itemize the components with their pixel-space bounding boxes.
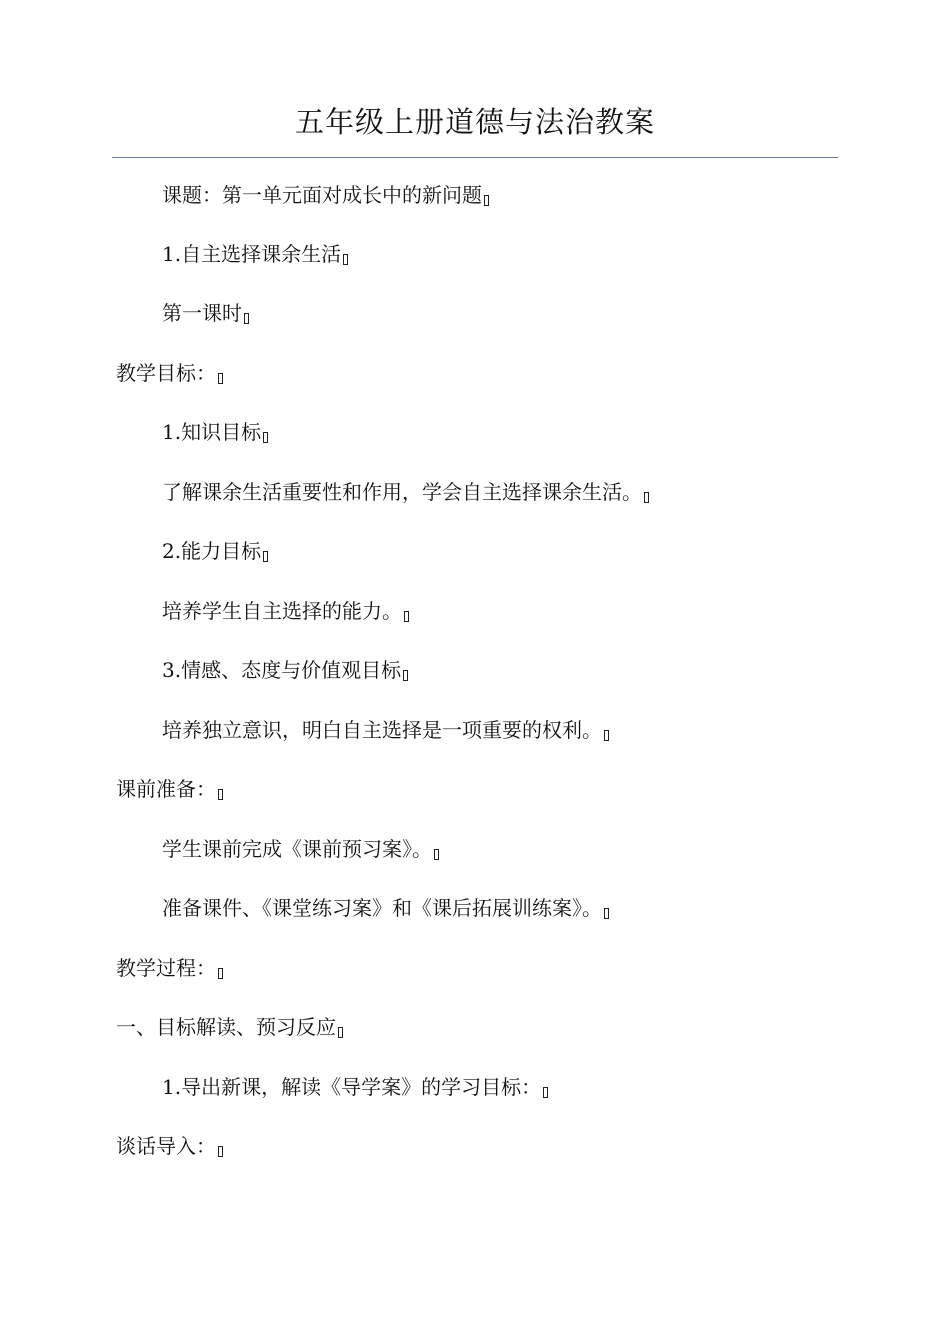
section-heading (116, 1130, 223, 1162)
paragraph-mark-icon (263, 432, 268, 443)
paragraph-mark-icon (218, 1146, 223, 1157)
paragraph-mark-icon (484, 195, 489, 206)
line-text: 一、目标解读、预习反应 (116, 1015, 336, 1039)
paragraph-mark-icon (343, 254, 348, 265)
paragraph-mark-icon (218, 968, 223, 979)
paragraph-line (162, 892, 609, 924)
paragraph-line (162, 1071, 548, 1103)
paragraph-line (162, 179, 489, 211)
paragraph-mark-icon (403, 670, 408, 681)
line-text: 课前准备： (116, 777, 216, 801)
line-text: 1.导出新课，解读《导学案》的学习目标： (162, 1075, 542, 1099)
line-text: 学生课前完成《课前预习案》。 (162, 837, 432, 861)
paragraph-mark-icon (644, 492, 649, 503)
document-title: 五年级上册道德与法治教案 (294, 105, 655, 139)
paragraph-mark-icon (338, 1027, 343, 1038)
paragraph-line (162, 833, 439, 865)
paragraph-mark-icon (263, 551, 268, 562)
paragraph-line (162, 714, 609, 746)
paragraph-line (162, 595, 409, 627)
title-divider (112, 157, 838, 158)
line-text: 教学目标： (116, 361, 216, 385)
line-text: 1.知识目标 (162, 420, 262, 444)
paragraph-mark-icon (604, 730, 609, 741)
section-heading (116, 773, 223, 805)
line-text: 培养独立意识，明白自主选择是一项重要的权利。 (162, 718, 602, 742)
paragraph-line (162, 297, 249, 329)
line-text: 2.能力目标 (162, 539, 262, 563)
paragraph-line (162, 476, 649, 508)
section-heading (116, 952, 223, 984)
line-text: 课题：第一单元面对成长中的新问题 (162, 183, 482, 207)
paragraph-mark-icon (434, 849, 439, 860)
paragraph-line (162, 416, 268, 448)
paragraph-mark-icon (218, 789, 223, 800)
paragraph-line (162, 654, 408, 686)
paragraph-mark-icon (404, 611, 409, 622)
section-heading (116, 357, 223, 389)
line-text: 1.自主选择课余生活 (162, 242, 342, 266)
line-text: 第一课时 (162, 301, 242, 325)
line-text: 培养学生自主选择的能力。 (162, 599, 402, 623)
paragraph-mark-icon (543, 1087, 548, 1098)
line-text: 3.情感、态度与价值观目标 (162, 658, 402, 682)
line-text: 谈话导入： (116, 1134, 216, 1158)
paragraph-mark-icon (244, 313, 249, 324)
paragraph-mark-icon (604, 908, 609, 919)
line-text: 了解课余生活重要性和作用，学会自主选择课余生活。 (162, 480, 642, 504)
paragraph-line (162, 535, 268, 567)
line-text: 教学过程： (116, 956, 216, 980)
paragraph-mark-icon (218, 373, 223, 384)
section-heading (116, 1011, 343, 1043)
line-text: 准备课件、《课堂练习案》和《课后拓展训练案》。 (162, 896, 602, 920)
paragraph-line (162, 238, 348, 270)
